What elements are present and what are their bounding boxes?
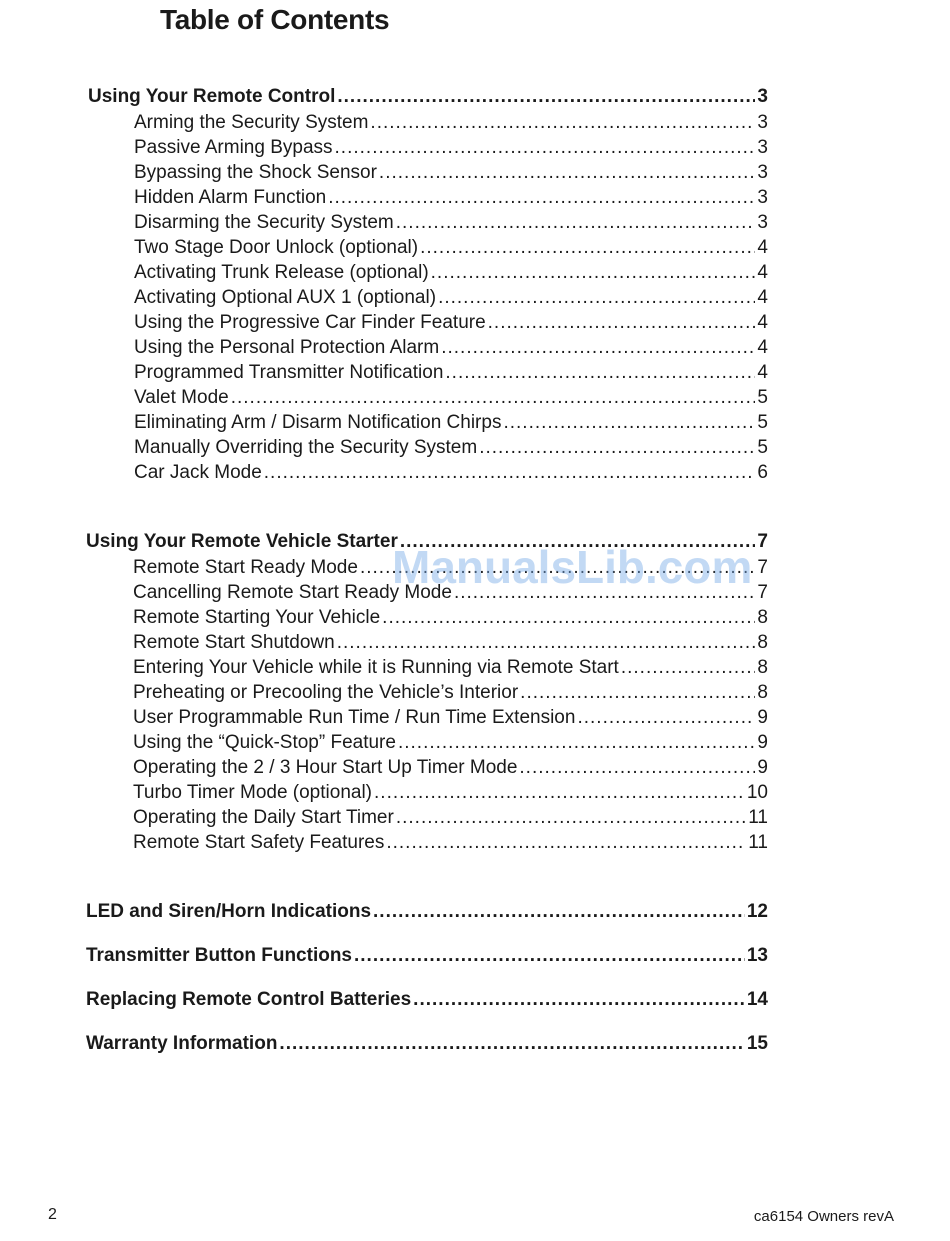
toc-page-number: 8 — [757, 682, 768, 703]
toc-page-number: 11 — [748, 832, 768, 853]
toc-entry-label: Two Stage Door Unlock (optional) — [134, 237, 419, 258]
toc-leader-dots — [337, 632, 756, 654]
toc-entry-label: Using the Personal Protection Alarm — [134, 337, 440, 358]
toc-leader-dots — [373, 901, 745, 923]
toc-page-number: 3 — [757, 112, 768, 133]
toc-section[interactable] — [86, 901, 768, 923]
toc-section[interactable] — [86, 531, 768, 553]
toc-entry-label: Eliminating Arm / Disarm Notification Chirps — [134, 412, 502, 433]
toc-page-number: 4 — [757, 362, 768, 383]
toc-leader-dots — [382, 607, 755, 629]
toc-entry[interactable] — [133, 607, 768, 629]
toc-page-number: 9 — [757, 732, 768, 753]
toc-leader-dots — [264, 462, 756, 484]
toc-entry-label: Passive Arming Bypass — [134, 137, 333, 158]
toc-page-number: 4 — [757, 337, 768, 358]
toc-leader-dots — [370, 112, 755, 134]
toc-page-number: 8 — [757, 657, 768, 678]
toc-leader-dots — [441, 337, 755, 359]
toc-section[interactable] — [86, 1033, 768, 1055]
toc-entry[interactable] — [134, 437, 768, 459]
toc-section-label: Using Your Remote Control — [88, 86, 336, 107]
toc-leader-dots — [519, 757, 755, 779]
toc-entry-label: Using the “Quick-Stop” Feature — [133, 732, 396, 753]
toc-page-number: 15 — [746, 1033, 768, 1054]
toc-page-number: 8 — [757, 632, 768, 653]
toc-entry[interactable] — [134, 162, 768, 184]
toc-page-number: 4 — [757, 287, 768, 308]
toc-entry-label: Entering Your Vehicle while it is Running via Remote Start — [133, 657, 619, 678]
toc-entry[interactable] — [134, 337, 768, 359]
toc-entry-label: Preheating or Precooling the Vehicle’s Interior — [133, 682, 519, 703]
toc-leader-dots — [396, 807, 746, 829]
watermark: ManualsLib.com — [392, 541, 753, 593]
toc-leader-dots — [354, 945, 745, 967]
toc-page-number: 9 — [757, 707, 768, 728]
toc-page-number: 3 — [757, 212, 768, 233]
toc-leader-dots — [503, 412, 755, 434]
toc-leader-dots — [335, 137, 756, 159]
toc-page-number: 3 — [757, 187, 768, 208]
toc-section-label: Using Your Remote Vehicle Starter — [86, 531, 398, 552]
toc-leader-dots — [438, 287, 755, 309]
toc-entry[interactable] — [133, 657, 768, 679]
toc-leader-dots — [420, 237, 755, 259]
toc-leader-dots — [488, 312, 756, 334]
toc-page-number: 4 — [757, 312, 768, 333]
toc-page-number: 7 — [757, 531, 768, 552]
toc-page-number: 5 — [757, 387, 768, 408]
toc-leader-dots — [279, 1033, 744, 1055]
toc-page-number: 3 — [757, 137, 768, 158]
toc-section[interactable] — [86, 945, 768, 967]
toc-entry-label: Valet Mode — [134, 387, 229, 408]
toc-leader-dots — [231, 387, 756, 409]
toc-entry[interactable] — [134, 412, 768, 434]
toc-entry-label: Disarming the Security System — [134, 212, 394, 233]
toc-entry[interactable] — [134, 237, 768, 259]
toc-entry[interactable] — [133, 782, 768, 804]
toc-page-number: 3 — [757, 162, 768, 183]
toc-page-number: 8 — [757, 607, 768, 628]
toc-leader-dots — [374, 782, 745, 804]
toc-leader-dots — [396, 212, 756, 234]
toc-leader-dots — [577, 707, 755, 729]
toc-entry[interactable] — [133, 632, 768, 654]
toc-entry-label: Programmed Transmitter Notification — [134, 362, 444, 383]
toc-section[interactable] — [88, 86, 768, 108]
toc-entry[interactable] — [133, 707, 768, 729]
toc-entry[interactable] — [134, 287, 768, 309]
toc-leader-dots — [386, 832, 746, 854]
toc-leader-dots — [479, 437, 755, 459]
toc-page-number: 7 — [757, 557, 768, 578]
toc-entry-label: Activating Trunk Release (optional) — [134, 262, 429, 283]
toc-entry[interactable] — [133, 807, 768, 829]
toc-entry-label: Car Jack Mode — [134, 462, 262, 483]
toc-page-number: 5 — [757, 437, 768, 458]
toc-entry-label: User Programmable Run Time / Run Time Extension — [133, 707, 576, 728]
toc-entry-label: Turbo Timer Mode (optional) — [133, 782, 373, 803]
toc-entry-label: Hidden Alarm Function — [134, 187, 327, 208]
toc-leader-dots — [400, 531, 756, 553]
toc-entry[interactable] — [133, 832, 768, 854]
toc-entry-label: Remote Start Safety Features — [133, 832, 385, 853]
toc-entry[interactable] — [134, 187, 768, 209]
toc-leader-dots — [621, 657, 756, 679]
toc-entry[interactable] — [134, 112, 768, 134]
toc-leader-dots — [454, 582, 755, 604]
toc-page-number: 4 — [757, 237, 768, 258]
toc-leader-dots — [360, 557, 755, 579]
toc-leader-dots — [520, 682, 755, 704]
toc-section-label: LED and Siren/Horn Indications — [86, 901, 372, 922]
footer-page-number: 2 — [48, 1206, 57, 1223]
toc-entry-label: Manually Overriding the Security System — [134, 437, 478, 458]
toc-page-number: 7 — [757, 582, 768, 603]
toc-page-number: 5 — [757, 412, 768, 433]
toc-leader-dots — [328, 187, 755, 209]
toc-entry-label: Operating the 2 / 3 Hour Start Up Timer Mode — [133, 757, 518, 778]
toc-page-number: 6 — [757, 462, 768, 483]
toc-entry[interactable] — [133, 682, 768, 704]
toc-leader-dots — [445, 362, 755, 384]
toc-entry-label: Remote Start Ready Mode — [133, 557, 358, 578]
toc-page-number: 3 — [757, 86, 768, 107]
toc-entry[interactable] — [134, 137, 768, 159]
toc-page-number: 13 — [746, 945, 768, 966]
toc-leader-dots — [431, 262, 756, 284]
page-title: Table of Contents — [160, 4, 390, 35]
toc-entry-label: Remote Starting Your Vehicle — [133, 607, 381, 628]
toc-page-number: 9 — [757, 757, 768, 778]
toc-entry-label: Using the Progressive Car Finder Feature — [134, 312, 486, 333]
toc-entry[interactable] — [134, 212, 768, 234]
toc-section[interactable] — [86, 989, 768, 1011]
toc-entry[interactable] — [134, 387, 768, 409]
toc-entry[interactable] — [133, 557, 768, 579]
toc-entry-label: Operating the Daily Start Timer — [133, 807, 394, 828]
toc-entry[interactable] — [133, 757, 768, 779]
toc-page-number: 10 — [746, 782, 768, 803]
toc-section-label: Replacing Remote Control Batteries — [86, 989, 412, 1010]
toc-entry[interactable] — [133, 732, 768, 754]
toc-entry-label: Arming the Security System — [134, 112, 369, 133]
toc-page-number: 14 — [746, 989, 768, 1010]
toc-entry[interactable] — [134, 262, 768, 284]
toc-entry-label: Cancelling Remote Start Ready Mode — [133, 582, 452, 603]
toc-leader-dots — [337, 86, 755, 108]
toc-section-label: Transmitter Button Functions — [86, 945, 352, 966]
toc-leader-dots — [379, 162, 756, 184]
toc-leader-dots — [413, 989, 745, 1011]
toc-entry[interactable] — [134, 362, 768, 384]
toc-entry-label: Bypassing the Shock Sensor — [134, 162, 377, 183]
toc-leader-dots — [398, 732, 755, 754]
toc-section-label: Warranty Information — [86, 1033, 278, 1054]
toc-entry[interactable] — [134, 312, 768, 334]
toc-entry-label: Remote Start Shutdown — [133, 632, 335, 653]
footer-doc-id: ca6154 Owners revA — [753, 1208, 894, 1225]
toc-page-number: 11 — [748, 807, 768, 828]
toc-entry[interactable] — [134, 462, 768, 484]
toc-entry[interactable] — [133, 582, 768, 604]
toc-page-number: 4 — [757, 262, 768, 283]
toc-entry-label: Activating Optional AUX 1 (optional) — [134, 287, 437, 308]
toc-page-number: 12 — [746, 901, 768, 922]
